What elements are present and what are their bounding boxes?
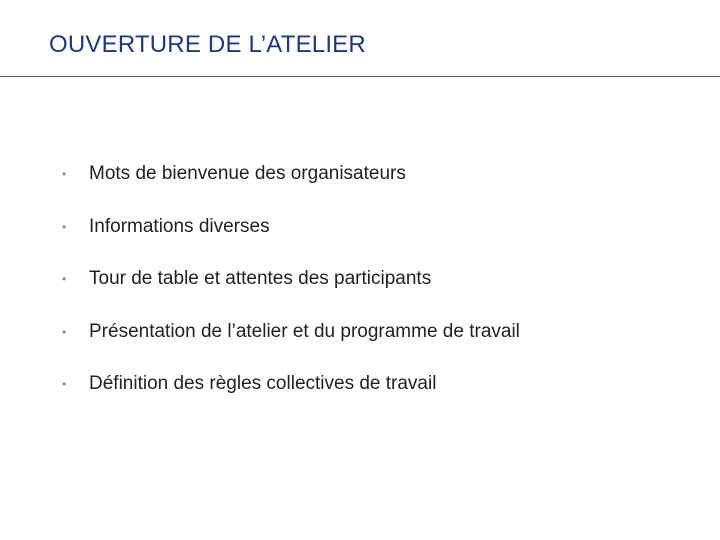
bullet-text: Informations diverses bbox=[89, 215, 270, 237]
bullet-text: Mots de bienvenue des organisateurs bbox=[89, 163, 406, 184]
bullet-item bbox=[62, 267, 520, 320]
slide-title: OUVERTURE DE L’ATELIER bbox=[49, 31, 366, 58]
bullet-text: Tour de table et attentes des participants bbox=[89, 268, 432, 289]
bullet-list bbox=[62, 162, 520, 425]
bullet-dot-icon: • bbox=[62, 167, 67, 181]
bullet-item bbox=[62, 320, 520, 373]
bullet-dot-icon: • bbox=[62, 272, 67, 286]
bullet-item bbox=[62, 162, 520, 215]
bullet-dot-icon: • bbox=[62, 324, 67, 339]
bullet-text: Présentation de l’atelier et du programme de travail bbox=[89, 320, 520, 342]
bullet-dot-icon: • bbox=[62, 377, 67, 391]
bullet-dot-icon: • bbox=[62, 219, 67, 234]
title-divider bbox=[0, 76, 720, 77]
bullet-item bbox=[62, 215, 520, 268]
bullet-item bbox=[62, 372, 520, 425]
bullet-text: Définition des règles collectives de travail bbox=[89, 373, 437, 394]
